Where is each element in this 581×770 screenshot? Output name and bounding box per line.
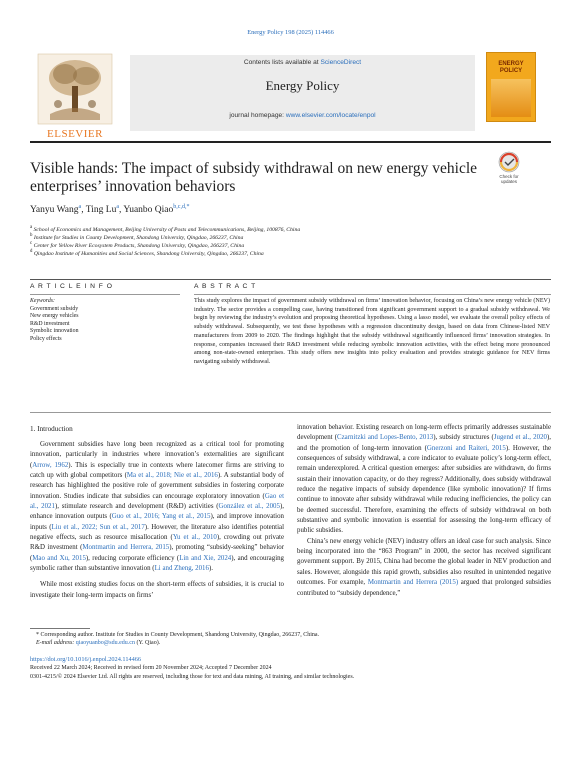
citation-link[interactable]: Li and Zheng, 2016 <box>154 565 209 573</box>
affiliation-text: Qingdao Institute of Humanities and Social Sciences, Shandong University, Qingdao, 266237, China <box>33 250 264 257</box>
paragraph-text: argued that prolonged subsidies contributed to “subsidy dependence,” <box>297 579 551 597</box>
elsevier-tree-logo <box>30 52 120 134</box>
check-updates-icon <box>491 150 527 174</box>
elsevier-wordmark: ELSEVIER <box>47 128 103 140</box>
paragraph-text: ), enhance innovation outputs ( <box>30 503 284 521</box>
citation-link[interactable]: Lin and Xie, 2024 <box>179 554 232 562</box>
paragraph <box>30 580 284 601</box>
cover-title-line1: ENERGY <box>498 61 524 67</box>
author-name[interactable]: Yuanbo Qiao <box>123 205 174 216</box>
article-info-heading: A R T I C L E I N F O <box>30 283 113 290</box>
affiliation-sup: d <box>30 249 33 254</box>
paragraph-text: ), subsidy structures ( <box>433 434 494 442</box>
citation-link[interactable]: Yu et al., 2010 <box>172 534 217 542</box>
body-column-left <box>30 440 284 601</box>
citation-link[interactable]: Czarnitzki and Lopes-Bento, 2013 <box>337 434 434 442</box>
paragraph <box>30 440 284 574</box>
paragraph-text: China’s new energy vehicle (NEV) industry offers an ideal case for such analysis. Since being incorporated into the “863 Program” in 2000, the sector has received significant government support. By 2015, China had become the global leader in NEV production and sales. However, alongside this rapid growth, subsidies also resulted in unintended negative outcomes. For example, <box>297 537 551 587</box>
citation-link[interactable]: Montmartin and Herrera, 2015 <box>82 544 170 552</box>
homepage-line <box>130 112 475 119</box>
sciencedirect-link[interactable]: ScienceDirect <box>320 59 362 66</box>
abstract-bottom-divider <box>30 412 551 413</box>
paragraph-text: ). However, the literature also identifies potential negative effects, such as resource misallocation ( <box>30 523 284 542</box>
citation-link[interactable]: Arrow, 1962 <box>32 461 69 469</box>
citation-link[interactable]: Gao et al., 2021 <box>30 492 284 511</box>
paragraph-text: ), and the promotion of long-term innovation ( <box>297 434 551 452</box>
footnote-text: * Corresponding author. Institute for Studies in County Development, Shandong University, Qingdao, 266237, China. <box>36 632 320 638</box>
keyword: Policy effects <box>30 335 62 342</box>
title-line1: Visible hands: The impact of subsidy withdrawal on new energy vehicle <box>30 160 478 177</box>
citation-link[interactable]: Gnerzoni and Raiteri, 2015 <box>426 444 506 452</box>
paragraph-text: Government subsidies have long been recognized as a critical tool for promoting innovation, particularly in industries where innovation’s externalities are significant ( <box>30 441 284 469</box>
keyword: Symbolic innovation <box>30 328 79 335</box>
author-name[interactable]: Ting Lu <box>85 205 117 216</box>
cover-art <box>491 79 531 117</box>
paragraph-text: ), crowding out private R&D investment ( <box>30 534 285 552</box>
citation-link[interactable]: González et al., 2005 <box>218 503 280 511</box>
citation-link[interactable]: Liu et al., 2022; Sun et al., 2017 <box>51 523 145 531</box>
citation-link[interactable]: Mao and Xu, 2015 <box>32 554 86 562</box>
section-heading-introduction: 1. Introduction <box>30 425 73 433</box>
cover-title <box>487 61 535 74</box>
paragraph-text: ). However, the consequences of subsidy withdrawal, a core indicator to evaluate policy’s long-term effect, remain underexplored. A critical question emerges: after subsidies are withdrawn, do firms sustain their innovation capacity, or do they regress? Additionally, does subsidy withdrawal reduce the negative impacts of subsidy dependence (like symbolic innovation)? If firms continue to innovate after subsidy withdrawal while reducing inefficiencies, the policy can be deemed successful. Therefore, examining the effects of subsidy withdrawal on both substantive and symbolic innovation is essential for assessing the long-term efficacy of public subsidies. <box>297 444 552 535</box>
citation-link[interactable]: Montmartin and Herrera (2015) <box>367 579 459 587</box>
affiliation-sup: c <box>30 241 33 246</box>
keywords-label: Keywords: <box>30 298 55 304</box>
keyword: New energy vehicles <box>30 313 79 320</box>
citation-link[interactable]: Guo et al., 2016; Yang et al., 2015 <box>111 513 211 521</box>
paragraph-text: innovation behavior. Existing research on long-term effects primarily addresses sustainable development ( <box>297 424 551 442</box>
check-updates-label <box>486 174 532 184</box>
title-line2: enterprises’ innovation behaviors <box>30 178 236 195</box>
check-for-updates-button[interactable] <box>491 150 527 192</box>
homepage-prefix: journal homepage: <box>229 112 286 119</box>
article-info-divider <box>30 294 180 295</box>
affiliation-sup: a <box>30 225 33 230</box>
corresponding-author-footnote <box>36 631 551 647</box>
abstract-text: This study explores the impact of government subsidy withdrawal on firms’ innovation behavior, focusing on China’s new energy vehicle (NEV) industry. The sector provides a compelling case, having transitioned from significant government support to a gradual subsidy withdrawal. We begin by reviewing the industry’s evolution and proposing theoretical hypotheses. Using a lasso model, we evaluate the overall policy effects of subsidy withdrawal. Subsequently, we test these hypotheses with a regression discontinuity design, based on data from Chinese-listed NEV manufacturers from 2009 to 2020. The findings highlight that the subsidy withdrawal significantly influenced firms’ innovation strategies. In response, companies increased their R&D investment while reducing symbolic innovation activities, with the effect being more pronounced among non-state-owned enterprises. This study offers new insights into policy evaluation and provides strategic guidance for NEV firms navigating subsidy withdrawal. <box>194 298 550 365</box>
body-column-right <box>297 423 551 599</box>
citation-link[interactable]: Ma et al., 2018; Nie et al., 2016 <box>126 472 218 480</box>
paragraph-text: ). This is especially true in contexts where latecomer firms are striving to catch up with global competitors ( <box>30 461 284 480</box>
affiliation-text: School of Economics and Management, Beijing University of Posts and Telecommunications, Beijing, 100876, China <box>33 226 301 233</box>
author-list: Yanyu Wang$^a$, Ting Lu$^a$, Yuanbo Qiao$^{b,c,d,*}$ <box>30 204 190 216</box>
author-name[interactable]: Yanyu Wang <box>30 205 79 216</box>
contents-line <box>130 59 475 66</box>
paragraph-text: ), promoting “subsidy-seeking” behavior ( <box>30 544 284 562</box>
paragraph <box>297 423 551 537</box>
section-divider <box>30 279 551 280</box>
journal-cover-image[interactable] <box>486 52 536 122</box>
keyword: R&D investment <box>30 320 70 327</box>
email-link[interactable]: qiaoyuanbo@sdu.edu.cn <box>75 640 135 646</box>
paragraph <box>297 537 551 599</box>
cover-title-line2: POLICY <box>499 67 523 74</box>
affiliation-sup: b <box>30 233 33 238</box>
email-label: E-mail address: <box>36 640 76 646</box>
journal-homepage-link[interactable]: www.elsevier.com/locate/enpol <box>285 112 376 119</box>
abstract-divider <box>194 294 551 295</box>
received-dates: Received 22 March 2024; Received in revised form 20 November 2024; Accepted 7 December 2024 <box>30 665 272 671</box>
journal-citation[interactable]: Energy Policy 198 (2025) 114466 <box>247 29 334 36</box>
contents-prefix: Contents lists available at <box>243 59 321 66</box>
citation-link[interactable]: Jugend et al., 2020 <box>493 434 547 442</box>
paragraph-text: ), and encouraging symbolic rather than substantive innovation ( <box>30 554 284 573</box>
paragraph-text: ). A substantial body of research has highlighted the positive role of government subsidies in fostering corporate innovation. Studies indicate that subsidies can encourage exploratory innovation ( <box>30 472 285 500</box>
keyword-list <box>30 306 79 343</box>
author-sup[interactable]: a <box>78 204 82 210</box>
check-updates-line2: updates <box>500 179 517 184</box>
paragraph-text: ), stimulate research and development (R&D) activities ( <box>54 503 219 511</box>
email-line <box>36 639 551 647</box>
affiliation <box>30 248 430 258</box>
copyright-notice: 0301-4215/© 2024 Elsevier Ltd. All rights are reserved, including those for text and data mining, AI training, and similar technologies. <box>30 674 355 680</box>
article-title <box>30 160 490 196</box>
paragraph-text: ), reducing corporate efficiency ( <box>85 554 180 562</box>
paragraph-text: ), and improve innovation inputs ( <box>30 513 284 531</box>
footnote-divider <box>30 628 90 629</box>
header-divider <box>30 141 551 143</box>
abstract-heading: A B S T R A C T <box>194 283 257 290</box>
journal-name: Energy Policy <box>265 78 340 93</box>
doi-link[interactable]: https://doi.org/10.1016/j.enpol.2024.114466 <box>30 656 142 663</box>
keyword: Government subsidy <box>30 306 79 312</box>
author-sup[interactable]: a <box>116 204 119 210</box>
check-updates-line1: Check for <box>499 174 519 179</box>
email-suffix: (Y. Qiao). <box>134 640 161 646</box>
paragraph-text: ). <box>208 565 213 573</box>
paragraph-text: While most existing studies focus on the short-term effects of subsidies, it is crucial to investigate their long-term impacts on firms’ <box>30 581 284 599</box>
affiliation-text: Center for Yellow River Ecosystem Products, Shandong University, Qingdao, 266237, China <box>33 242 245 249</box>
author-sup[interactable]: b,c,d,* <box>173 204 190 210</box>
affiliation-text: Institute for Studies in County Development, Shandong University, Qingdao, 266237, China <box>33 234 244 241</box>
